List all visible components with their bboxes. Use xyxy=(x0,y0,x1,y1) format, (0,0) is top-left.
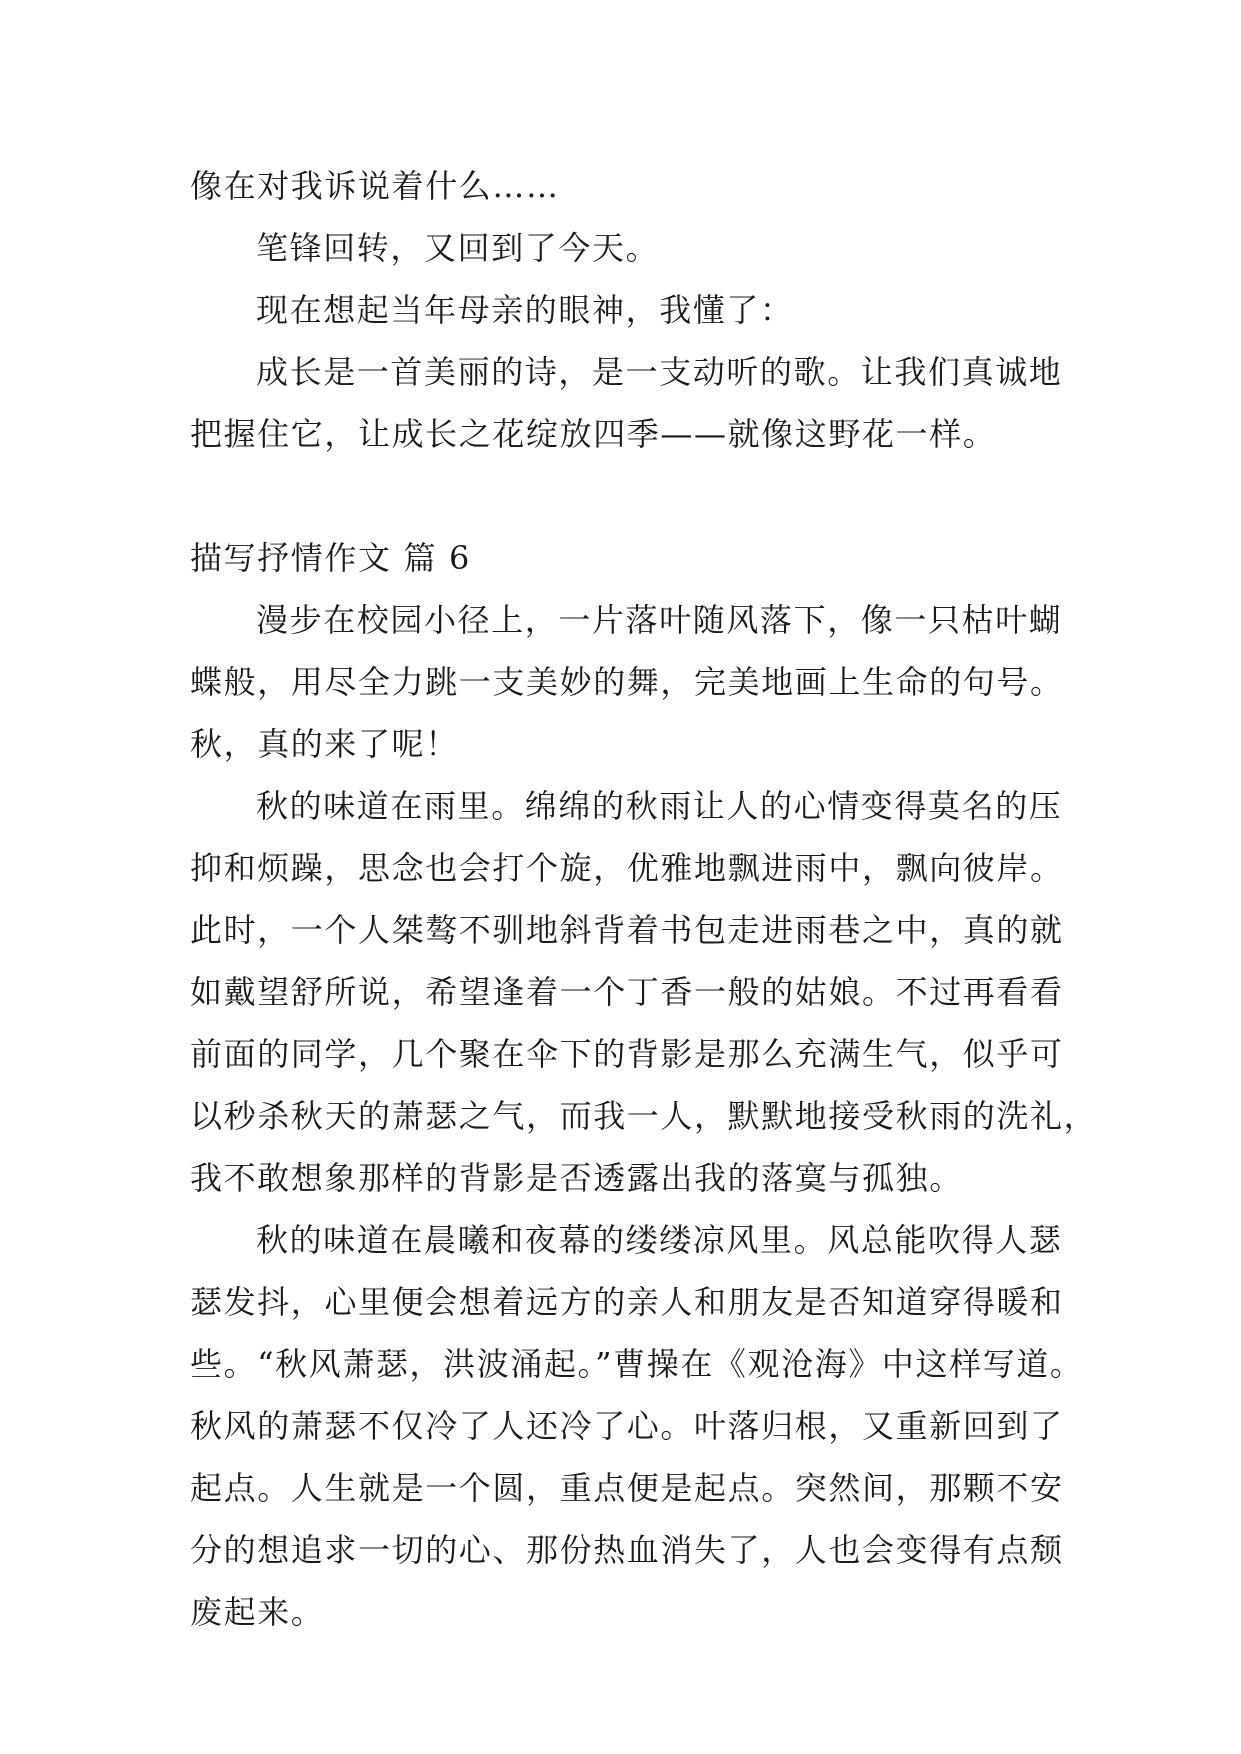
paragraph xyxy=(190,1209,1084,1643)
text-line: 前面的同学，几个聚在伞下的背影是那么充满生气，似乎可 xyxy=(190,1035,1064,1073)
paragraph xyxy=(190,155,1070,217)
section-title: 描写抒情作文 xyxy=(190,539,392,577)
paragraph xyxy=(190,775,1098,1209)
text-line: 瑟发抖，心里便会想着远方的亲人和朋友是否知道穿得暖和 xyxy=(190,1283,1064,1321)
text-line: 像在对我诉说着什么…… xyxy=(190,167,560,205)
text-line: 成长是一首美丽的诗，是一支动听的歌。让我们真诚地 xyxy=(256,353,1063,391)
text-line: 秋风的萧瑟不仅冷了人还冷了心。叶落归根，又重新回到了 xyxy=(190,1407,1064,1445)
document-body xyxy=(190,155,1098,1643)
text-line: 抑和烦躁，思念也会打个旋，优雅地飘进雨中，飘向彼岸。 xyxy=(190,849,1064,887)
paragraph xyxy=(190,217,1070,279)
text-line: 如戴望舒所说，希望逢着一个丁香一般的姑娘。不过再看看 xyxy=(190,973,1064,1011)
text-line: 把握住它，让成长之花绽放四季——就像这野花一样。 xyxy=(190,415,997,453)
paragraph xyxy=(190,589,1070,775)
previous-essay-ending xyxy=(190,155,1070,465)
text-line: 废起来。 xyxy=(190,1593,325,1631)
section-heading xyxy=(190,527,1070,589)
text-line: 秋的味道在晨曦和夜幕的缕缕凉风里。风总能吹得人瑟 xyxy=(256,1221,1063,1259)
text-line: 秋的味道在雨里。绵绵的秋雨让人的心情变得莫名的压 xyxy=(256,787,1063,825)
text-line: 些。“秋风萧瑟，洪波涌起。”曹操在《观沧海》中这样写道。 xyxy=(190,1345,1084,1383)
text-line: 我不敢想象那样的背影是否透露出我的落寞与孤独。 xyxy=(190,1159,963,1197)
text-line: 蝶般，用尽全力跳一支美妙的舞，完美地画上生命的句号。 xyxy=(190,663,1064,701)
section-number: 篇 6 xyxy=(403,539,471,577)
text-line: 秋，真的来了呢！ xyxy=(190,725,459,763)
text-line: 笔锋回转，又回到了今天。 xyxy=(256,229,660,267)
heading-line xyxy=(190,527,1070,589)
text-line: 现在想起当年母亲的眼神，我懂了： xyxy=(256,291,794,329)
text-line: 漫步在校园小径上，一片落叶随风落下，像一只枯叶蝴 xyxy=(256,601,1063,639)
essay-6-body xyxy=(190,589,1098,1643)
text-line: 此时，一个人桀骜不驯地斜背着书包走进雨巷之中，真的就 xyxy=(190,911,1064,949)
text-line: 起点。人生就是一个圆，重点便是起点。突然间，那颗不安 xyxy=(190,1469,1064,1507)
text-line: 以秒杀秋天的萧瑟之气，而我一人，默默地接受秋雨的洗礼， xyxy=(190,1097,1098,1135)
paragraph xyxy=(190,279,1070,341)
text-line: 分的想追求一切的心、那份热血消失了，人也会变得有点颓 xyxy=(190,1531,1064,1569)
paragraph xyxy=(190,341,1070,465)
